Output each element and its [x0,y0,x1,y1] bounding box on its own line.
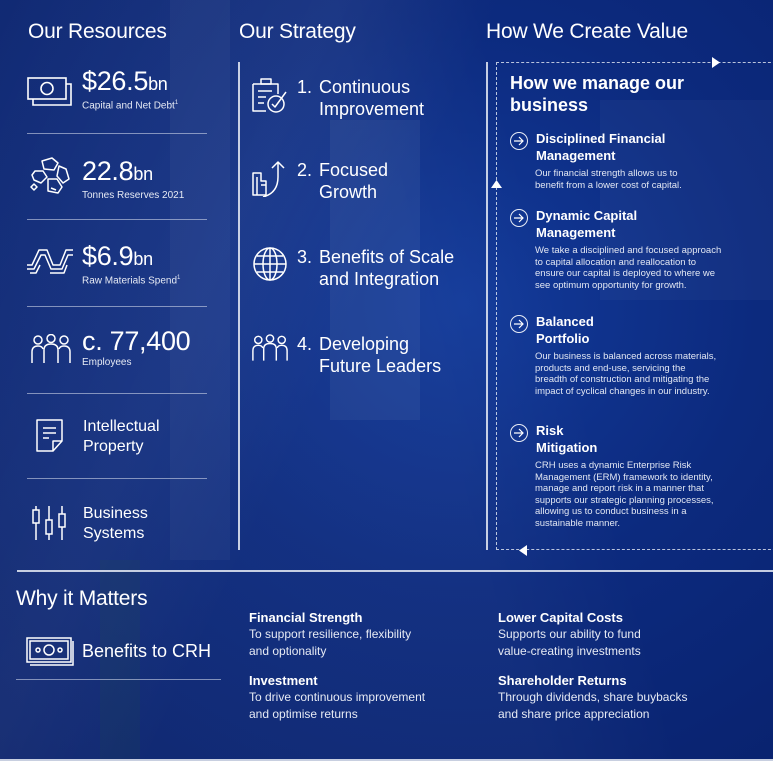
description-line: manage and report risk in a manner that [535,483,704,495]
matters-item-shareholder-returns [498,673,687,722]
value-item-heading-line1: Risk [536,423,564,438]
strategy-label-line1: Focused [319,160,389,180]
description-line: Our financial strength allows us to [535,168,678,179]
employees-value: c. 77,400 [82,326,191,356]
description-line: products and end-use, servicing the [535,362,686,374]
raw-materials-unit: bn [133,249,153,269]
footnote-marker: 1 [174,100,179,106]
strategy-label-line2: Growth [319,182,378,202]
flow-arrow-left-icon [519,545,527,556]
value-item-balanced-portfolio [510,313,765,397]
matters-text-line2: and optimise returns [249,706,358,721]
description-line: benefit from a lower cost of capital. [535,179,682,191]
raw-materials-label: Raw Materials Spend [82,275,178,287]
banknote-icon [26,637,74,667]
description-line: to capital allocation and reallocation to [535,256,697,268]
matters-text-line1: To drive continuous improvement [249,690,426,704]
matters-heading: Lower Capital Costs [498,610,623,625]
matters-text-line1: Supports our ability to fund [498,627,641,641]
divider [27,478,207,479]
divider [27,219,207,220]
strategy-number: 2. [297,160,313,180]
value-item-risk-mitigation [510,422,765,530]
description-line: breadth of construction and mitigating the [535,374,710,386]
value-title: How We Create Value [486,20,689,43]
description-line: see optimum opportunity for growth. [535,279,687,291]
description-line: supports our strategic planning processes, [535,494,714,506]
resources-title: Our Resources [28,20,167,43]
value-item-description [535,351,765,397]
section-divider [17,570,773,572]
divider [16,679,221,680]
value-item-heading-line2: Portfolio [536,331,590,346]
matters-text-line1: Through dividends, share buybacks [498,690,688,704]
strategy-label-line1: Continuous [319,77,411,97]
matters-heading: Shareholder Returns [498,673,627,688]
reserves-value: 22.8 [82,156,134,186]
document-icon [36,419,64,453]
sliders-icon [32,506,68,540]
description-line: sustainable manner. [535,517,621,529]
value-item-heading-line2: Mitigation [536,440,598,455]
growth-arrow-icon [252,161,288,197]
value-item-description [535,168,765,191]
description-line: allowing us to conduct business in a [535,506,687,518]
strategy-number: 1. [297,77,313,97]
strategy-item-future-leaders [252,333,441,377]
value-box-title-line1: How we manage our [510,73,685,93]
matters-text-line2: value-creating investments [498,643,641,658]
value-item-description [535,460,765,530]
matters-text-line2: and optionality [249,643,327,658]
flow-arrow-right-icon [712,57,720,68]
people-icon [31,334,71,364]
reserves-label: Tonnes Reserves 2021 [82,190,185,201]
strategy-label-line1: Developing [319,334,410,354]
strategy-item-scale-integration [252,246,454,290]
value-item-description [535,245,765,291]
description-line: We take a disciplined and focused approach [535,245,722,256]
description-line: Our business is balanced across materials, [535,351,717,362]
capital-unit: bn [148,74,168,94]
value-item-heading-line1: Disciplined Financial [536,131,666,146]
globe-icon [252,246,288,282]
arrow-circle-icon [510,132,528,150]
intellectual-property-line1: Intellectual [83,418,160,435]
benefits-label: Benefits to CRH [82,641,212,661]
matters-text-line1: To support resilience, flexibility [249,627,412,641]
description-line: ensure our capital is deployed to where we [535,268,716,280]
strategy-title: Our Strategy [239,20,356,43]
flow-arrow-up-icon [491,180,502,188]
value-box-title-line2: business [510,95,589,115]
strategy-number: 3. [297,247,313,267]
matters-title: Why it Matters [16,587,148,610]
matters-heading: Investment [249,673,318,688]
strategy-number: 4. [297,334,313,354]
value-item-heading-line1: Balanced [536,314,594,329]
description-line: Management (ERM) framework to identity, [535,471,713,483]
intellectual-property-line2: Property [83,438,144,455]
strategy-item-focused-growth [252,159,388,203]
arrow-circle-icon [510,315,528,333]
matters-text-line2: and share price appreciation [498,706,650,721]
value-item-heading-line1: Dynamic Capital [536,208,638,223]
divider [27,393,207,394]
value-divider-line [486,62,488,550]
stones-icon [30,157,72,195]
arrow-circle-icon [510,424,528,442]
matters-item-lower-capital-costs [498,610,641,659]
raw-materials-icon [26,248,74,274]
matters-item-financial-strength [249,610,411,659]
people-icon [252,333,288,363]
strategy-label-line2: and Integration [319,269,440,289]
divider [27,133,207,134]
arrow-circle-icon [510,209,528,227]
strategy-label-line1: Benefits of Scale [319,247,455,267]
business-systems-line2: Systems [83,525,145,542]
matters-heading: Financial Strength [249,610,363,625]
capital-label: Capital and Net Debt [82,100,175,112]
value-item-capital-management [510,207,765,291]
value-item-financial-management [510,130,765,191]
value-item-heading-line2: Management [536,225,616,240]
employees-label: Employees [82,357,132,368]
raw-materials-value: $6.9 [82,241,134,271]
cash-icon [27,77,73,107]
business-systems-line1: Business [83,505,148,522]
clipboard-check-icon [252,78,288,114]
capital-value: $26.5 [82,66,149,96]
description-line: CRH uses a dynamic Enterprise Risk [535,460,692,471]
divider [27,306,207,307]
footnote-marker: 1 [177,275,181,281]
strategy-label-line2: Future Leaders [319,356,442,376]
strategy-item-continuous-improvement [252,76,424,120]
matters-item-investment [249,673,425,722]
value-item-heading-line2: Management [536,148,616,163]
strategy-label-line2: Improvement [319,99,425,119]
strategy-divider-line [238,62,240,550]
reserves-unit: bn [133,164,153,184]
value-box-title [510,72,684,116]
description-line: impact of cyclical changes in our industry. [535,385,710,397]
